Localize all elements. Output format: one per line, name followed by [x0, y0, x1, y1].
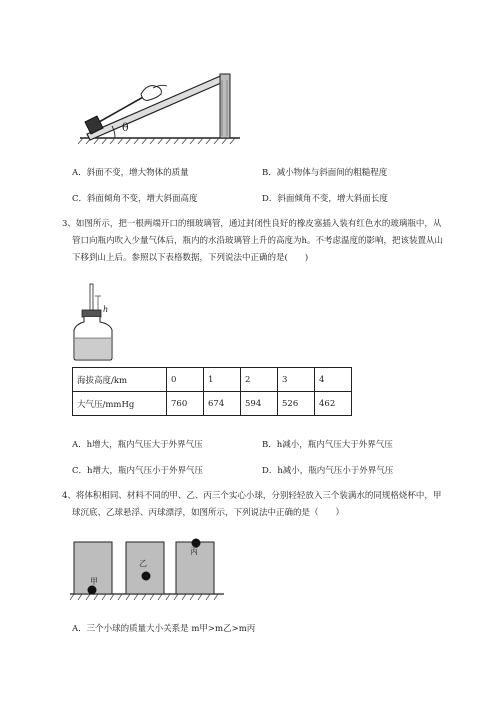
q4-option-a[interactable]: A．三个小球的质量大小关系是 m甲>m乙>m丙: [72, 624, 256, 634]
three-beakers-figure: [68, 534, 228, 604]
table-row: [73, 368, 352, 392]
q3-stem-line2: 管口向瓶内吹入少量气体后，瓶内的水沿玻璃管上升的高度为h。不考虑温度的影响，把该装置从山: [72, 236, 443, 246]
q3-option-d[interactable]: D．h减小，瓶内气压小于外界气压: [262, 466, 394, 476]
altitude-pressure-table: [72, 367, 352, 416]
q2-option-c[interactable]: C．斜面倾角不变，增大斜面高度: [72, 194, 198, 204]
bottle-figure: [68, 282, 128, 362]
angle-theta-label: θ: [122, 121, 129, 134]
q3-option-b[interactable]: B．h减小，瓶内气压大于外界气压: [262, 440, 393, 450]
table-cell: 4: [315, 368, 352, 392]
q2-option-d[interactable]: D．斜面倾角不变，增大斜面长度: [262, 194, 388, 204]
ball-label-jia: 甲: [90, 577, 98, 586]
q4-stem-line1: 4、将体积相同、材料不同的甲、乙、丙三个实心小球，分别轻轻放入三个装满水的同规格烧杯中，甲: [62, 491, 442, 501]
ball-label-yi: 乙: [139, 559, 147, 568]
table-row-header: 海拔高度/km: [73, 368, 167, 392]
q3-option-a[interactable]: A．h增大，瓶内气压大于外界气压: [72, 440, 203, 450]
table-row: [73, 392, 352, 416]
table-row-header: 大气压/mmHg: [73, 392, 167, 416]
h-label: h: [103, 305, 109, 314]
table-cell: 1: [204, 368, 241, 392]
incline-figure: [75, 60, 245, 150]
ball-label-bing: 丙: [190, 547, 198, 556]
table-cell: 3: [278, 368, 315, 392]
table-cell: 594: [241, 392, 278, 416]
table-cell: 0: [167, 368, 204, 392]
table-cell: 760: [167, 392, 204, 416]
ball-yi: [142, 572, 151, 581]
q3-stem-line3: 下移到山上后。参照以下表格数据，下列说法中正确的是( ): [72, 253, 309, 263]
q2-option-b[interactable]: B．减小物体与斜面间的粗糙程度: [262, 168, 388, 178]
q4-stem-line2: 球沉底、乙球悬浮、丙球漂浮，如图所示，下列说法中正确的是（ ）: [72, 508, 345, 518]
q3-option-c[interactable]: C．h增大，瓶内气压小于外界气压: [72, 466, 203, 476]
table-cell: 526: [278, 392, 315, 416]
table-cell: 2: [241, 368, 278, 392]
q2-option-a[interactable]: A．斜面不变，增大物体的质量: [72, 168, 189, 178]
table-cell: 462: [315, 392, 352, 416]
q3-stem-line1: 3、如图所示，把一根两端开口的细玻璃管，通过封闭性良好的橡皮塞插入装有红色水的玻璃瓶中，从: [62, 219, 442, 229]
table-cell: 674: [204, 392, 241, 416]
